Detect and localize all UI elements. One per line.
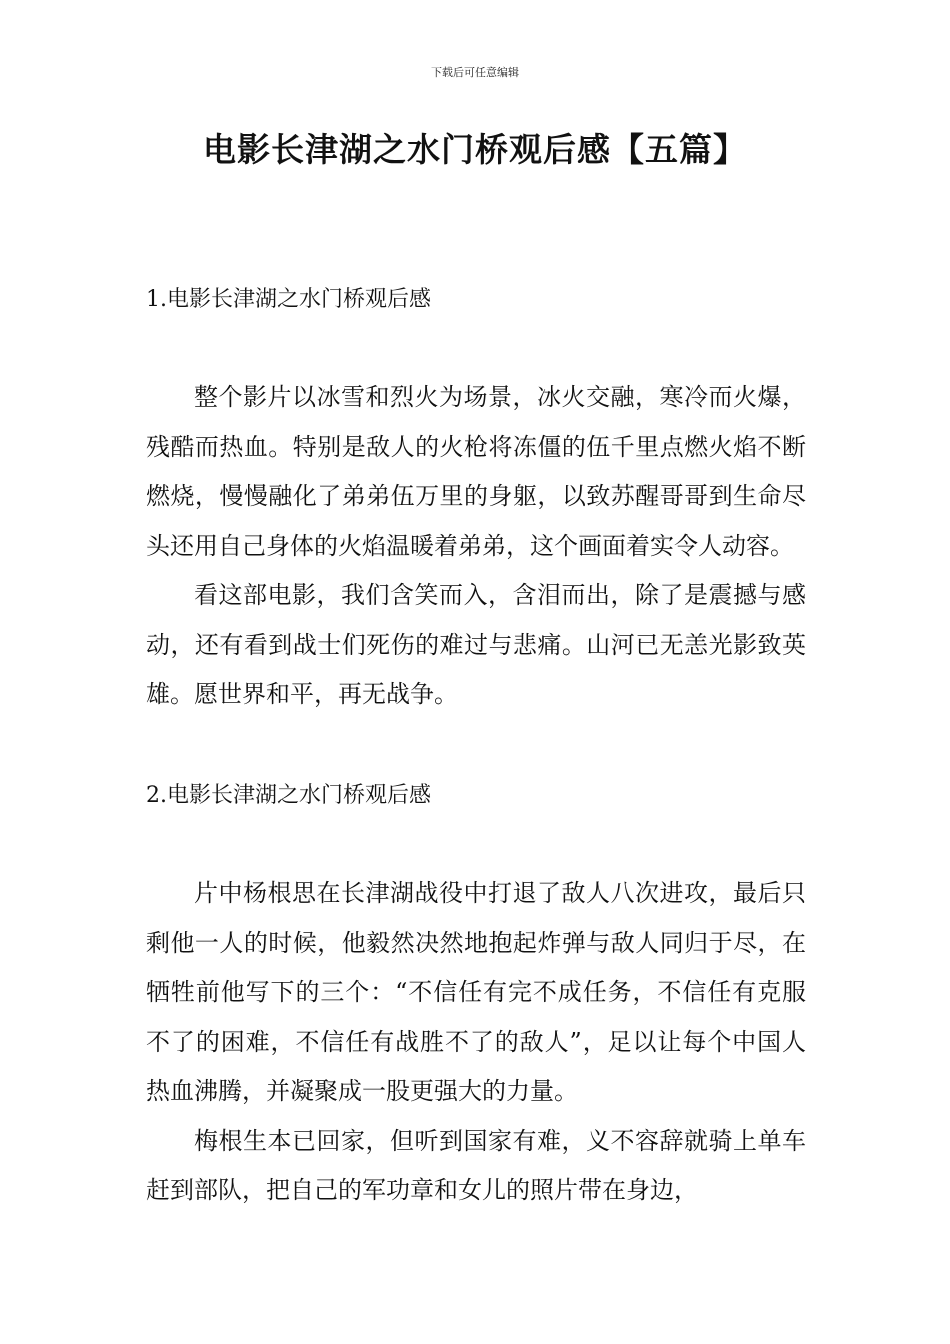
paragraph: 看这部电影，我们含笑而入，含泪而出，除了是震撼与感动，还有看到战士们死伤的难过与悲痛。山河已无恙光影致英雄。愿世界和平，再无战争。 — [146, 581, 806, 708]
section-heading-1: 1.电影长津湖之水门桥观后感 — [146, 287, 431, 312]
section-heading-2: 2.电影长津湖之水门桥观后感 — [146, 783, 431, 808]
section-1-body — [146, 373, 806, 720]
section-2-body — [146, 869, 806, 1216]
paragraph: 片中杨根思在长津湖战役中打退了敌人八次进攻，最后只剩他一人的时候，他毅然决然地抱起炸弹与敌人同归于尽，在牺牲前他写下的三个：“不信任有完不成任务，不信任有克服不了的困难，不信任有战胜不了的敌人”，足以让每个中国人热血沸腾，并凝聚成一股更强大的力量。 — [146, 879, 806, 1105]
paragraph: 整个影片以冰雪和烈火为场景，冰火交融，寒冷而火爆，残酷而热血。特别是敌人的火枪将冻僵的伍千里点燃火焰不断燃烧，慢慢融化了弟弟伍万里的身躯，以致苏醒哥哥到生命尽头还用自己身体的火焰温暖着弟弟，这个画面着实令人动容。 — [146, 383, 806, 560]
paragraph: 梅根生本已回家，但听到国家有难，义不容辞就骑上单车赶到部队，把自己的军功章和女儿的照片带在身边， — [146, 1126, 806, 1204]
header-note: 下载后可任意编辑 — [431, 66, 519, 79]
page-title: 电影长津湖之水门桥观后感【五篇】 — [203, 130, 747, 169]
